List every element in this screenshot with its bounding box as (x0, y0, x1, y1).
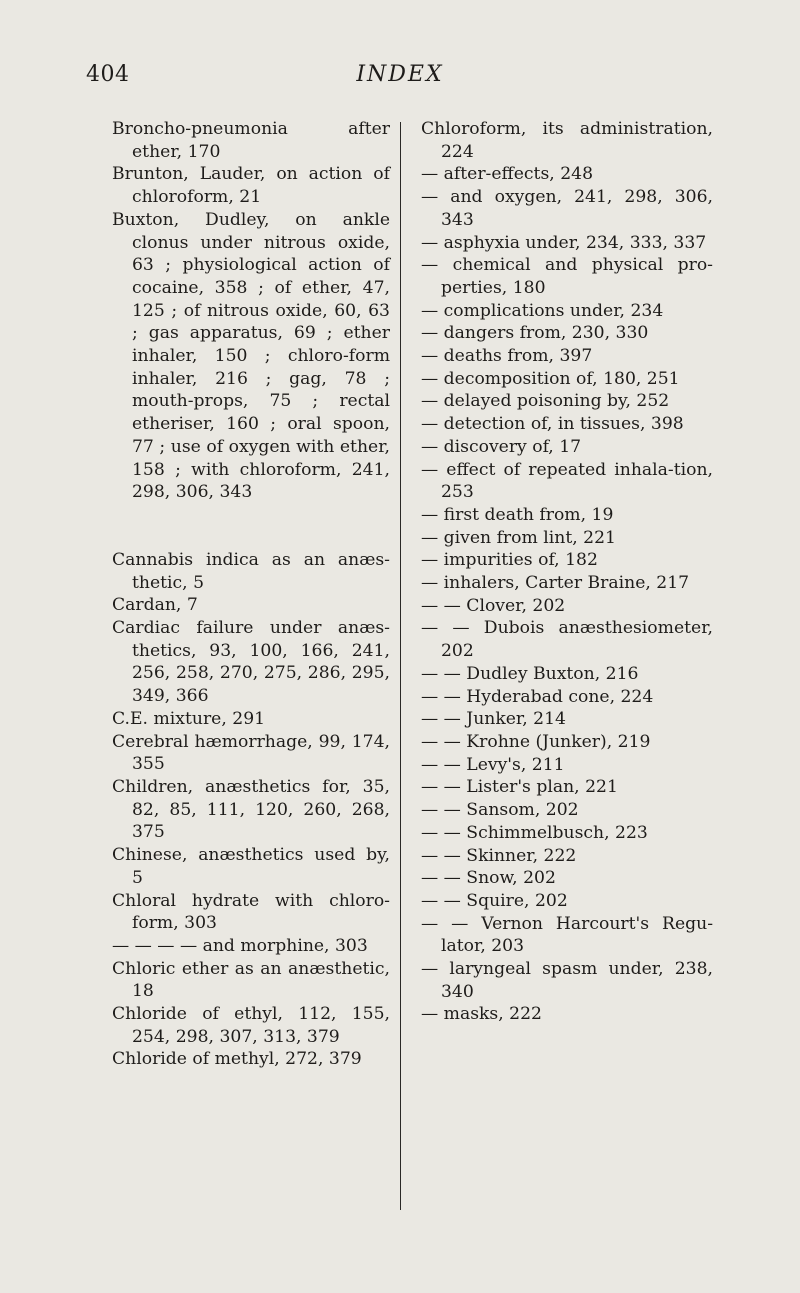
index-entry: — — Junker, 214 (421, 709, 566, 730)
index-entry: — detection of, in tissues, 398 (421, 414, 684, 435)
index-entry: — after-effects, 248 (421, 164, 594, 185)
index-entry: — first death from, 19 (421, 504, 614, 525)
index-entry: — — Krohne (Junker), 219 (421, 731, 651, 752)
index-entry: — — Vernon Harcourt's Regu-lator, 203 (421, 913, 713, 957)
index-entry: Cardiac failure under anæs-thetics, 93, 100, 166, 241, 256, 258, 270, 275, 286, 295, 349, 366 (112, 618, 390, 707)
index-entry: Brunton, Lauder, on action of chloroform, 21 (112, 164, 390, 208)
index-entry: — — Hyderabad cone, 224 (421, 686, 654, 707)
index-entry: — — Sansom, 202 (421, 800, 579, 821)
index-entry: Chinese, anæsthetics used by, 5 (112, 845, 390, 888)
index-entry: — masks, 222 (421, 1004, 542, 1025)
index-entry: Chloride of ethyl, 112, 155, 254, 298, 307, 313, 379 (112, 1004, 390, 1047)
index-entry: — laryngeal spasm under, 238, 340 (421, 959, 713, 1002)
index-entry: Chloride of methyl, 272, 379 (112, 1049, 362, 1070)
index-entry: Broncho-pneumonia after ether, 170 (112, 119, 390, 162)
index-entry: — deaths from, 397 (421, 346, 593, 367)
index-entry: — — — — and morphine, 303 (112, 935, 368, 956)
index-entry: Chloric ether as an anæsthetic, 18 (112, 958, 390, 1002)
index-entry: — complications under, 234 (421, 300, 664, 321)
index-column-right (421, 118, 713, 1026)
index-entry: — discovery of, 17 (421, 436, 582, 457)
index-entry: — — Snow, 202 (421, 868, 556, 889)
index-entry: — decomposition of, 180, 251 (421, 368, 680, 389)
index-entry: — delayed poisoning by, 252 (421, 391, 670, 412)
index-entry: — given from lint, 221 (421, 527, 616, 548)
index-entry: — impurities of, 182 (421, 550, 598, 571)
index-entry: Children, anæsthetics for, 35, 82, 85, 111, 120, 260, 268, 375 (112, 776, 390, 843)
index-entry: — — Schimmelbusch, 223 (421, 822, 648, 843)
page-header (0, 62, 800, 92)
index-entry: Chloral hydrate with chloro-form, 303 (112, 890, 390, 934)
index-entry: — — Lister's plan, 221 (421, 777, 618, 798)
index-entry: Cerebral hæmorrhage, 99, 174, 355 (112, 731, 390, 775)
index-entry: — — Dubois anæsthesiometer, 202 (421, 618, 713, 662)
index-entry: Buxton, Dudley, on ankle clonus under nitrous oxide, 63 ; physiological action of cocaine, 358 ; of ether, 47, 125 ; of nitrous oxide, 60, 63 ; gas apparatus, 69 ; ether inhaler, 150 ; chloro-form inhaler, 216 ; gag, 78 ; mouth-props, 75 ; rectal etheriser, 160 ; oral spoon, 77 ; use of oxygen with ether, 158 ; with chloroform, 241, 298, 306, 343 (112, 209, 390, 503)
index-entry: — inhalers, Carter Braine, 217 (421, 573, 690, 594)
index-column-left (112, 118, 390, 1071)
index-entry: — — Levy's, 211 (421, 754, 565, 775)
index-entry: — — Dudley Buxton, 216 (421, 663, 639, 684)
index-entry: — — Skinner, 222 (421, 845, 577, 866)
index-entry: C.E. mixture, 291 (112, 708, 266, 729)
page-number: 404 (86, 62, 130, 87)
index-entry: Cardan, 7 (112, 595, 198, 616)
index-entry: — — Squire, 202 (421, 890, 568, 911)
index-entry: — dangers from, 230, 330 (421, 323, 649, 344)
index-entry: — — Clover, 202 (421, 595, 566, 616)
index-entry: Chloroform, its administration, 224 (421, 119, 713, 162)
running-title: INDEX (356, 62, 444, 87)
index-entry: — asphyxia under, 234, 333, 337 (421, 232, 707, 253)
index-entry: — chemical and physical pro-perties, 180 (421, 255, 713, 298)
index-entry: Cannabis indica as an anæs-thetic, 5 (112, 549, 390, 593)
index-entry: — effect of repeated inhala-tion, 253 (421, 459, 713, 503)
column-divider (400, 122, 401, 1210)
index-entry: — and oxygen, 241, 298, 306, 343 (421, 187, 713, 230)
